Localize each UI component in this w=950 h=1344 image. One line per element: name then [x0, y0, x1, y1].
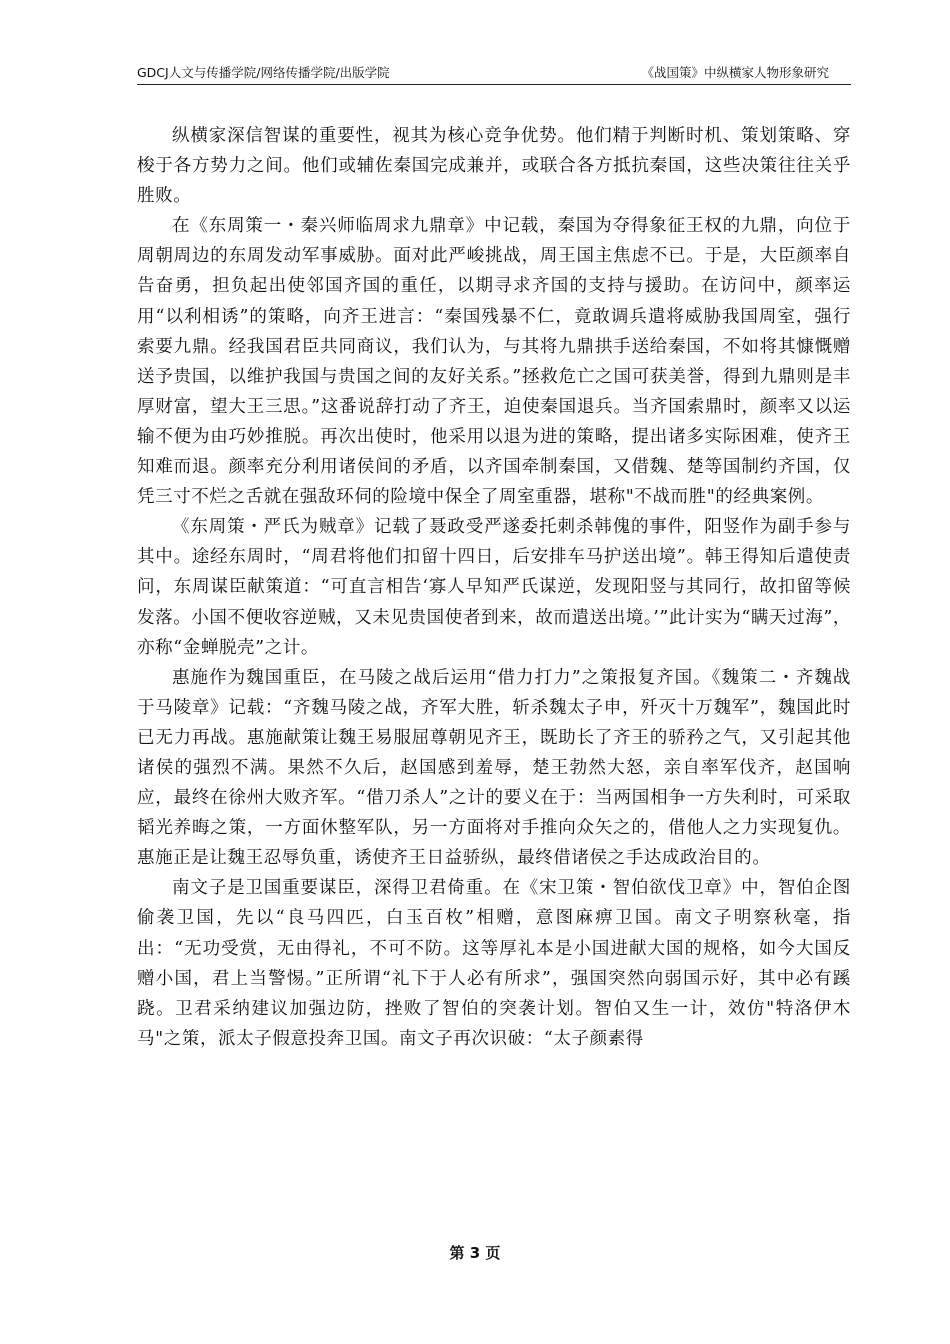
header-title: 《战国策》中纵横家人物形象研究: [641, 65, 829, 80]
paragraph: 《东周策・严氏为贼章》记载了聂政受严遂委托刺杀韩傀的事件，阳竖作为副手参与其中。途经东周时，“周君将他们扣留十四日，后安排车马护送出境”。韩王得知后遣使责问，东周谋臣献策道：“可直言相告‘寡人早知严氏谋逆，发现阳竖与其同行，故扣留等候发落。小国不便收容逆贼，又未见贵国使者到来，故而遣送出境。’”此计实为“瞒天过海”，亦称“金蝉脱壳”之计。: [137, 517, 851, 658]
page-header: [137, 62, 851, 85]
paragraph: 在《东周策一・秦兴师临周求九鼎章》中记载，秦国为夺得象征王权的九鼎，向位于周朝周边的东周发动军事威胁。面对此严峻挑战，周王国主焦虑不已。于是，大臣颜率自告奋勇，担负起出使邻国齐国的重任，以期寻求齐国的支持与援助。在访问中，颜率运用“以利相诱”的策略，向齐王进言：“秦国残暴不仁，竟敢调兵遣将威胁我国周室，强行索要九鼎。经我国君臣共同商议，我们认为，与其将九鼎拱手送给秦国，不如将其慷慨赠送予贵国，以维护我国与贵国之间的友好关系。”拯救危亡之国可获美誉，得到九鼎则是丰厚财富，望大王三思。”这番说辞打动了齐王，迫使秦国退兵。当齐国索鼎时，颜率又以运输不便为由巧妙推脱。再次出使时，他采用以退为进的策略，提出诸多实际困难，使齐王知难而退。颜率充分利用诸侯间的矛盾，以齐国牵制秦国，又借魏、楚等国制约齐国，仅凭三寸不烂之舌就在强敌环伺的险境中保全了周室重器，堪称"不战而胜"的经典案例。: [137, 216, 851, 508]
paragraph: 惠施作为魏国重臣，在马陵之战后运用“借力打力”之策报复齐国。《魏策二・齐魏战于马陵章》记载：“齐魏马陵之战，齐军大胜，斩杀魏太子申，歼灭十万魏军”，魏国此时已无力再战。惠施献策让魏王易服屈尊朝见齐王，既助长了齐王的骄矜之气，又引起其他诸侯的强烈不满。果然不久后，赵国感到羞辱，楚王勃然大怒，亲自率军伐齐，赵国响应，最终在徐州大败齐军。“借刀杀人”之计的要义在于：当两国相争一方失利时，可采取韬光养晦之策，一方面休整军队，另一方面将对手推向众矢之的，借他人之力实现复仇。惠施正是让魏王忍辱负重，诱使齐王日益骄纵，最终借诸侯之手达成政治目的。: [137, 667, 851, 869]
document-body: [137, 121, 851, 1054]
header-institution: GDCJ人文与传播学院/网络传播学院/出版学院: [137, 65, 390, 80]
paragraph: 南文子是卫国重要谋臣，深得卫君倚重。在《宋卫策・智伯欲伐卫章》中，智伯企图偷袭卫国，先以“良马四匹，白玉百枚”相赠，意图麻痹卫国。南文子明察秋毫，指出：“无功受赏，无由得礼，不可不防。这等厚礼本是小国进献大国的规格，如今大国反赠小国，君上当警惕。”正所谓“礼下于人必有所求”，强国突然向弱国示好，其中必有蹊跷。卫君采纳建议加强边防，挫败了智伯的突袭计划。智伯又生一计，效仿"特洛伊木马"之策，派太子假意投奔卫国。南文子再次识破：“太子颜素得: [137, 878, 851, 1049]
page-number: 第 3 页: [449, 1244, 501, 1262]
paragraph: 纵横家深信智谋的重要性，视其为核心竞争优势。他们精于判断时机、策划策略、穿梭于各方势力之间。他们或辅佐秦国完成兼并，或联合各方抵抗秦国，这些决策往往关乎胜败。: [137, 126, 851, 207]
